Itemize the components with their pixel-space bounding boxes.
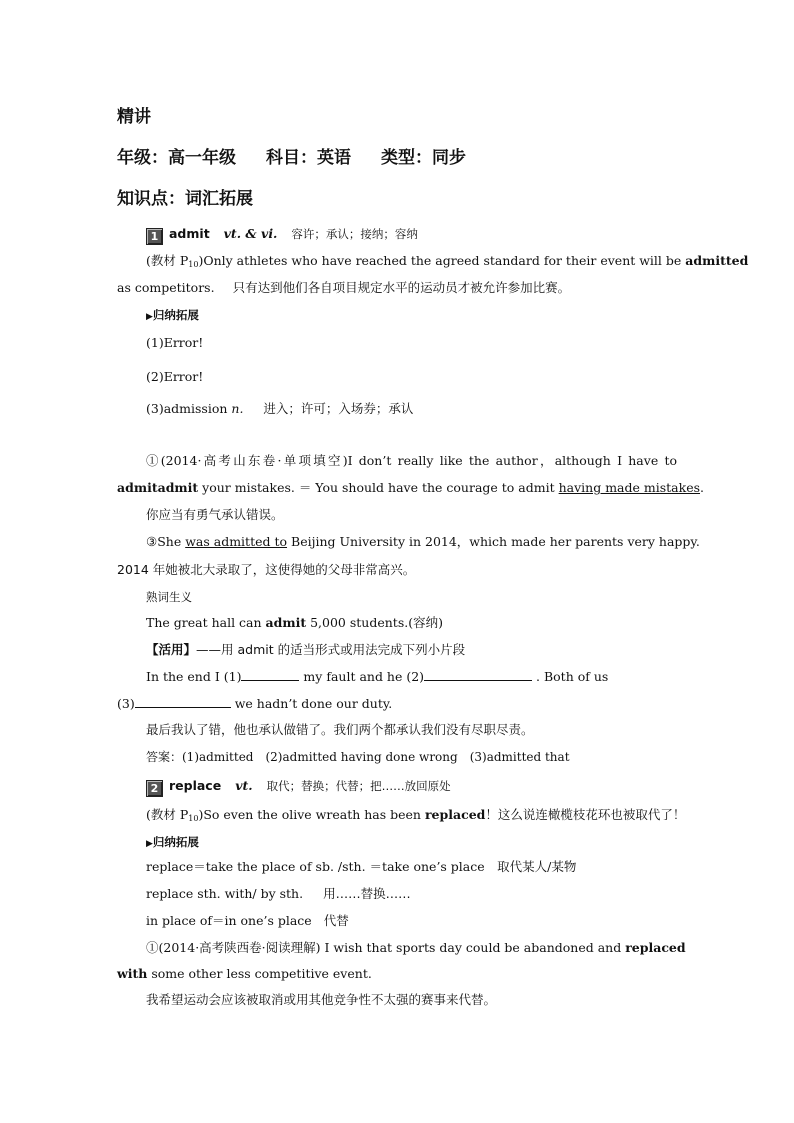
grade-label: 年级：高一年级 — [117, 148, 236, 168]
topic-label: 知识点：词汇拓展 — [117, 189, 253, 209]
item1-sentence1-line1: ①(2014·高考山东卷·单项填空)I don’t really like the author，although I have to — [146, 453, 677, 468]
item1-example-line1: (教材 $P_{10})Only$ athletes who have reached the agreed standard for their event will be admitted — [146, 253, 749, 269]
familiar-word-example: The great hall can admit 5,000 students.(容纳) — [146, 615, 443, 630]
extension-3: (3)admission n. 进入；许可；入场券；承认 — [146, 401, 414, 416]
item1-sentence1-line2: admitadmit your mistakes. ＝ You should have the courage to admit having made mistakes. — [117, 480, 704, 495]
practice-heading: 【活用】——用 admit 的适当形式或用法完成下列小片段 — [146, 642, 466, 657]
part-of-speech: vt. & vi. — [223, 226, 278, 241]
fill-in-line1: In the end I (1) my fault and he (2) . Both of us — [146, 669, 609, 684]
item2-sentence1-line1: ①(2014·高考陕西卷·阅读理解) I wish that sports day could be abandoned and replaced — [146, 940, 686, 955]
meanings: 取代；替换；代替；把……放回原处 — [266, 779, 451, 793]
headword: replace — [169, 778, 222, 793]
blank-3[interactable] — [135, 695, 231, 708]
phrase-3: in place of＝in one’s place 代替 — [146, 913, 349, 928]
headword: admit — [169, 226, 210, 241]
meanings: 容许；承认；接纳；容纳 — [291, 227, 418, 241]
familiar-word-label: 熟词生义 — [146, 590, 192, 604]
summary-heading: ▶归纳拓展 — [146, 308, 199, 322]
header-info — [117, 149, 466, 167]
triangle-icon: ▶ — [146, 312, 153, 322]
item-number-badge: 1 — [146, 228, 163, 245]
item2-header — [146, 777, 451, 797]
item2-example: (教材 $P_{10})So$ even the olive wreath has been replaced！这么说连橄榄枝花环也被取代了！ — [146, 807, 686, 823]
blank-1[interactable] — [241, 668, 299, 681]
item1-example-line2: as competitors. 只有达到他们各自项目规定水平的运动员才被允许参加比赛。 — [117, 280, 571, 295]
item1-sentence3-line1: ③She was admitted to Beijing University in 2014，which made her parents very happy. — [146, 534, 700, 549]
item-number-badge: 2 — [146, 780, 163, 797]
item2-sentence1-line2: with some other less competitive event. — [117, 966, 372, 981]
subject-label: 科目：英语 — [266, 148, 351, 168]
phrase-1: replace＝take the place of sb. /sth. ＝take one’s place 取代某人/某物 — [146, 859, 577, 874]
fill-in-line2: (3) we hadn’t done our duty. — [117, 696, 393, 711]
item1-sentence1-cn: 你应当有勇气承认错误。 — [146, 507, 284, 522]
item2-sentence1-cn: 我希望运动会应该被取消或用其他竞争性不太强的赛事来代替。 — [146, 992, 497, 1007]
blank-2[interactable] — [424, 668, 532, 681]
answer-key: 答案：(1)admitted (2)admitted having done wrong (3)admitted that — [146, 750, 570, 764]
item1-header — [146, 225, 418, 245]
page-title: 精讲 — [117, 107, 151, 127]
type-label: 类型：同步 — [381, 148, 466, 168]
extension-1: (1)Error! — [146, 335, 204, 350]
extension-2: (2)Error! — [146, 369, 204, 384]
part-of-speech: vt. — [235, 778, 253, 793]
phrase-2: replace sth. with/ by sth. 用……替换…… — [146, 886, 411, 901]
summary-heading: ▶归纳拓展 — [146, 835, 199, 849]
fill-in-cn: 最后我认了错，他也承认做错了。我们两个都承认我们没有尽职尽责。 — [146, 722, 534, 737]
item1-sentence3-cn: 2014 年她被北大录取了，这使得她的父母非常高兴。 — [117, 562, 416, 577]
triangle-icon: ▶ — [146, 839, 153, 849]
